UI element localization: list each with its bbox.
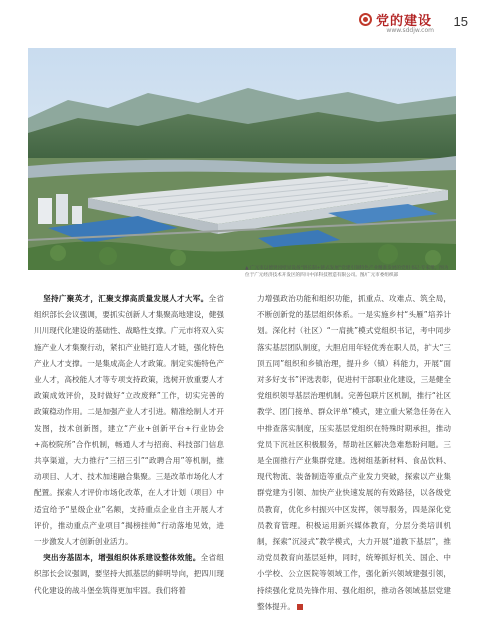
article-column-left bbox=[34, 291, 224, 599]
end-of-article-icon bbox=[297, 604, 303, 610]
paragraph bbox=[257, 291, 451, 615]
site-url: www.sddjw.com bbox=[386, 27, 434, 34]
party-emblem-icon bbox=[359, 13, 372, 26]
paragraph-body: 全省组织部长会议强调，要坚持大抓基层的鲜明导向，把四川现代化建设的战斗堡垒筑得更加牢固。我们将着 bbox=[34, 553, 225, 595]
paragraph-lead: 坚持广聚英才，汇聚支撑高质量发展人才大军。 bbox=[43, 294, 209, 303]
paragraph-lead: 突出夯基固本，增强组织体系建设整体效能。 bbox=[43, 553, 201, 563]
article-column-right bbox=[257, 291, 451, 615]
logo-text: 党的建设 bbox=[375, 14, 432, 29]
paragraph-body: 全省组织部长会议强调，要抓实创新人才集聚高地建设，健强川川现代化建设的基础性、战略性支撑。广元市将双入实施产业人才集聚行动，紧扣产业链打造人才链，强化特色产业人才支撑。一是集成高企人才政策。制定实施特色产业人才，高校能人才等专项支持政策，选树开放重要人才政策成效评价，及时做好“立改废释”工作，切实完善的政策稳动作用。二是加强产业人才引进。精准绘制人才开发图，技术创新图，建立“产业+创新平台+行业协会+高校院所”合作机制，畅通人才与招商、科技部门信息共享渠道，大力推行“三招三引”“政聘合用”等机制，推动项目、人才、技术加速融合集聚。三是改革市场化人才配置。探索人才评价市场化改革，在人才计划（项目）中适宜给予“星级企业”名额，支持重点企业自主开展人才评价，推动重点产业项目“揭榜挂帅”行动落地见效，进一步激发人才创新创业活力。 bbox=[34, 294, 225, 547]
paragraph-body: 力增强政治功能和组织功能，抓重点、攻难点、筑全局，不断创新党的基层组织体系。一是实施乡村“头雁”培养计划。深化村（社区）“一肩挑”模式党组织书记，考中同步落实基层团队制度，大胆启用年轻优秀在职人员，扩大“三顶五同”组织和乡镇治理，提升乡（镇）科能力，开展“面对多好支书”评选表彰，促进村干部职业化建设，三是健全党组织领导基层治理机制。完善包联片区机制，推行“社区教学、团门接单、群众评单”模式，建立重大紧急任务在入中排查落实制度，压实基层党组织在特殊时期承担，推动党员下沉社区积极服务，帮助社区解决急难愁盼问题。三是全面推行产业集群党建。选树组基新材料、食品饮料、现代物流、装备制造等重点产业发力突破，探索以产业集群党建为引领、加快产业快速发展的有效路径，以各级党员教育，优化乡村振兴中区发挥，领导服务，四是深化党员教育管理。积极运用新兴媒体教育，分层分类培训机制，探索“沉浸式”教学模式，大力开展“道教下基层”，推动党员教育向基层延伸，同时，统筹抓好机关、国企、中小学校、公立医院等领域工作，强化新兴领域建强引领，持续强化党员先锋作用、强化组织，推动各领域基层党建整体提升。 bbox=[257, 294, 451, 611]
aerial-industrial-park-photo bbox=[28, 48, 456, 270]
page-header bbox=[0, 0, 484, 48]
paragraph bbox=[34, 550, 224, 599]
photo-caption: ▲ 广元市以德贤园壁显设备“链长制+链式发展”党建引领特色产业精准发展的党组书记·专家带。图为位于广元经济技术开发区的四川中泽科技智造有限公司。图/广元市委组织部 bbox=[245, 266, 449, 278]
paragraph bbox=[34, 291, 224, 550]
page-number: 15 bbox=[453, 14, 468, 29]
